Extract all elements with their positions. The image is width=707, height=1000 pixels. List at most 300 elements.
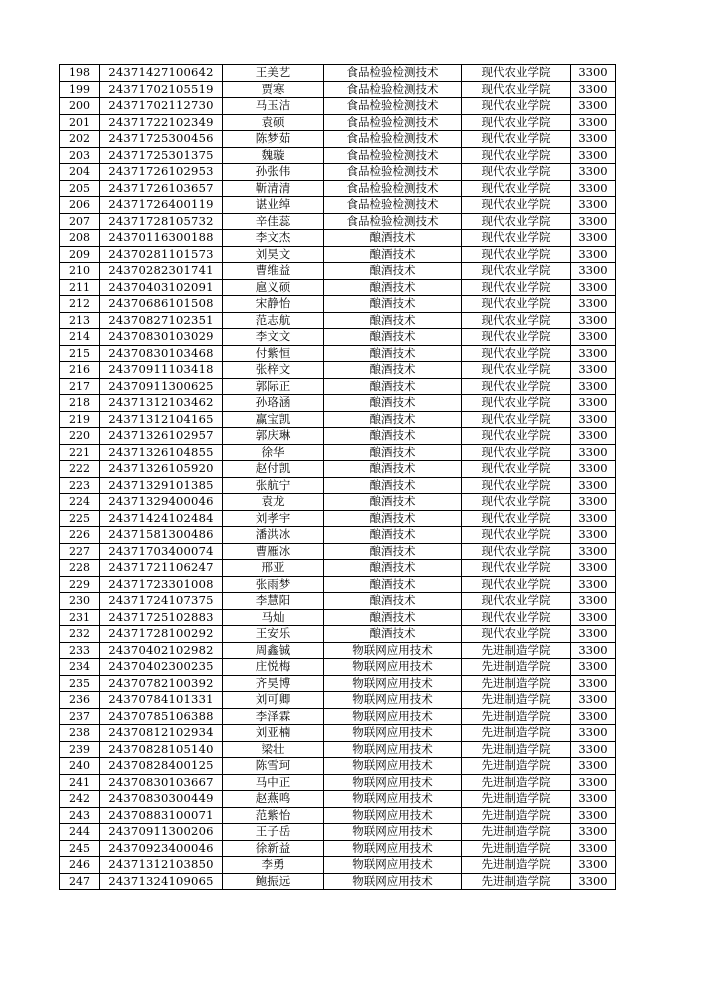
college-cell: 现代农业学院: [462, 626, 571, 643]
college-cell: 先进制造学院: [462, 840, 571, 857]
major-cell: 物联网应用技术: [324, 840, 462, 857]
fee-cell: 3300: [571, 560, 616, 577]
table-row: [60, 246, 616, 263]
major-cell: 物联网应用技术: [324, 725, 462, 742]
exam-id-cell: 24370830103667: [100, 774, 223, 791]
college-cell: 现代农业学院: [462, 560, 571, 577]
college-cell: 现代农业学院: [462, 180, 571, 197]
fee-cell: 3300: [571, 873, 616, 890]
table-row: [60, 560, 616, 577]
major-cell: 酿酒技术: [324, 411, 462, 428]
table-row: [60, 675, 616, 692]
college-cell: 现代农业学院: [462, 81, 571, 98]
major-cell: 物联网应用技术: [324, 659, 462, 676]
student-name-cell: 刘亚楠: [223, 725, 324, 742]
exam-id-cell: 24371703400074: [100, 543, 223, 560]
major-cell: 酿酒技术: [324, 312, 462, 329]
table-row: [60, 824, 616, 841]
college-cell: 先进制造学院: [462, 675, 571, 692]
fee-cell: 3300: [571, 98, 616, 115]
fee-cell: 3300: [571, 180, 616, 197]
row-number-cell: 236: [60, 692, 100, 709]
fee-cell: 3300: [571, 857, 616, 874]
exam-id-cell: 24370828400125: [100, 758, 223, 775]
major-cell: 酿酒技术: [324, 246, 462, 263]
student-name-cell: 王安乐: [223, 626, 324, 643]
row-number-cell: 225: [60, 510, 100, 527]
student-name-cell: 赵燕鸣: [223, 791, 324, 808]
college-cell: 现代农业学院: [462, 609, 571, 626]
student-name-cell: 周鑫铖: [223, 642, 324, 659]
major-cell: 食品检验检测技术: [324, 65, 462, 82]
fee-cell: 3300: [571, 65, 616, 82]
fee-cell: 3300: [571, 378, 616, 395]
college-cell: 现代农业学院: [462, 527, 571, 544]
student-name-cell: 王美艺: [223, 65, 324, 82]
fee-cell: 3300: [571, 411, 616, 428]
row-number-cell: 217: [60, 378, 100, 395]
student-name-cell: 王子岳: [223, 824, 324, 841]
fee-cell: 3300: [571, 659, 616, 676]
student-name-cell: 郭际正: [223, 378, 324, 395]
row-number-cell: 201: [60, 114, 100, 131]
major-cell: 物联网应用技术: [324, 741, 462, 758]
row-number-cell: 206: [60, 197, 100, 214]
exam-id-cell: 24371728105732: [100, 213, 223, 230]
student-name-cell: 刘孝宇: [223, 510, 324, 527]
exam-id-cell: 24371326105920: [100, 461, 223, 478]
table-row: [60, 692, 616, 709]
major-cell: 食品检验检测技术: [324, 131, 462, 148]
student-name-cell: 李文文: [223, 329, 324, 346]
row-number-cell: 229: [60, 576, 100, 593]
table-row: [60, 312, 616, 329]
fee-cell: 3300: [571, 626, 616, 643]
fee-cell: 3300: [571, 692, 616, 709]
table-row: [60, 857, 616, 874]
table-row: [60, 114, 616, 131]
exam-id-cell: 24370116300188: [100, 230, 223, 247]
table-row: [60, 213, 616, 230]
college-cell: 现代农业学院: [462, 98, 571, 115]
college-cell: 先进制造学院: [462, 725, 571, 742]
row-number-cell: 205: [60, 180, 100, 197]
major-cell: 食品检验检测技术: [324, 164, 462, 181]
student-name-cell: 鲍振远: [223, 873, 324, 890]
table-row: [60, 609, 616, 626]
fee-cell: 3300: [571, 263, 616, 280]
table-row: [60, 527, 616, 544]
row-number-cell: 202: [60, 131, 100, 148]
table-row: [60, 510, 616, 527]
table-row: [60, 494, 616, 511]
student-name-cell: 马灿: [223, 609, 324, 626]
fee-cell: 3300: [571, 164, 616, 181]
college-cell: 现代农业学院: [462, 444, 571, 461]
student-name-cell: 郭庆琳: [223, 428, 324, 445]
student-name-cell: 刘可卿: [223, 692, 324, 709]
row-number-cell: 223: [60, 477, 100, 494]
exam-id-cell: 24371427100642: [100, 65, 223, 82]
table-row: [60, 444, 616, 461]
exam-id-cell: 24371726103657: [100, 180, 223, 197]
exam-id-cell: 24371312103850: [100, 857, 223, 874]
college-cell: 先进制造学院: [462, 692, 571, 709]
exam-id-cell: 24371312103462: [100, 395, 223, 412]
table-row: [60, 345, 616, 362]
student-name-cell: 刘昊文: [223, 246, 324, 263]
student-name-cell: 邢亚: [223, 560, 324, 577]
row-number-cell: 244: [60, 824, 100, 841]
major-cell: 酿酒技术: [324, 296, 462, 313]
table-row: [60, 807, 616, 824]
table-row: [60, 741, 616, 758]
table-row: [60, 626, 616, 643]
exam-id-cell: 24370402102982: [100, 642, 223, 659]
exam-id-cell: 24371324109065: [100, 873, 223, 890]
fee-cell: 3300: [571, 791, 616, 808]
row-number-cell: 219: [60, 411, 100, 428]
exam-id-cell: 24370686101508: [100, 296, 223, 313]
student-name-cell: 袁硕: [223, 114, 324, 131]
fee-cell: 3300: [571, 527, 616, 544]
student-name-cell: 范紫怡: [223, 807, 324, 824]
major-cell: 酿酒技术: [324, 560, 462, 577]
major-cell: 酿酒技术: [324, 230, 462, 247]
fee-cell: 3300: [571, 576, 616, 593]
exam-id-cell: 24371326104855: [100, 444, 223, 461]
exam-id-cell: 24371722102349: [100, 114, 223, 131]
major-cell: 酿酒技术: [324, 263, 462, 280]
exam-id-cell: 24371725102883: [100, 609, 223, 626]
major-cell: 物联网应用技术: [324, 824, 462, 841]
major-cell: 物联网应用技术: [324, 708, 462, 725]
student-name-cell: 马中正: [223, 774, 324, 791]
exam-id-cell: 24371581300486: [100, 527, 223, 544]
fee-cell: 3300: [571, 213, 616, 230]
fee-cell: 3300: [571, 230, 616, 247]
major-cell: 物联网应用技术: [324, 692, 462, 709]
college-cell: 先进制造学院: [462, 659, 571, 676]
row-number-cell: 228: [60, 560, 100, 577]
row-number-cell: 245: [60, 840, 100, 857]
major-cell: 物联网应用技术: [324, 642, 462, 659]
major-cell: 酿酒技术: [324, 543, 462, 560]
fee-cell: 3300: [571, 428, 616, 445]
exam-id-cell: 24371329101385: [100, 477, 223, 494]
exam-id-cell: 24371723301008: [100, 576, 223, 593]
student-name-cell: 付紫恒: [223, 345, 324, 362]
major-cell: 酿酒技术: [324, 576, 462, 593]
major-cell: 酿酒技术: [324, 626, 462, 643]
row-number-cell: 215: [60, 345, 100, 362]
row-number-cell: 222: [60, 461, 100, 478]
major-cell: 酿酒技术: [324, 510, 462, 527]
table-row: [60, 461, 616, 478]
college-cell: 现代农业学院: [462, 576, 571, 593]
college-cell: 先进制造学院: [462, 824, 571, 841]
admission-roster-table: [59, 64, 616, 890]
row-number-cell: 237: [60, 708, 100, 725]
table-row: [60, 758, 616, 775]
exam-id-cell: 24370923400046: [100, 840, 223, 857]
fee-cell: 3300: [571, 642, 616, 659]
college-cell: 先进制造学院: [462, 642, 571, 659]
table-row: [60, 197, 616, 214]
exam-id-cell: 24370812102934: [100, 725, 223, 742]
student-name-cell: 徐华: [223, 444, 324, 461]
fee-cell: 3300: [571, 345, 616, 362]
row-number-cell: 216: [60, 362, 100, 379]
major-cell: 酿酒技术: [324, 477, 462, 494]
college-cell: 现代农业学院: [462, 345, 571, 362]
college-cell: 先进制造学院: [462, 791, 571, 808]
major-cell: 酿酒技术: [324, 593, 462, 610]
exam-id-cell: 24371424102484: [100, 510, 223, 527]
table-row: [60, 362, 616, 379]
student-name-cell: 李文杰: [223, 230, 324, 247]
row-number-cell: 234: [60, 659, 100, 676]
row-number-cell: 204: [60, 164, 100, 181]
college-cell: 现代农业学院: [462, 263, 571, 280]
table-row: [60, 543, 616, 560]
exam-id-cell: 24370784101331: [100, 692, 223, 709]
fee-cell: 3300: [571, 725, 616, 742]
fee-cell: 3300: [571, 296, 616, 313]
table-row: [60, 659, 616, 676]
fee-cell: 3300: [571, 131, 616, 148]
student-name-cell: 孙珞涵: [223, 395, 324, 412]
student-name-cell: 辛佳蕊: [223, 213, 324, 230]
row-number-cell: 211: [60, 279, 100, 296]
college-cell: 现代农业学院: [462, 213, 571, 230]
fee-cell: 3300: [571, 114, 616, 131]
exam-id-cell: 24370828105140: [100, 741, 223, 758]
college-cell: 先进制造学院: [462, 708, 571, 725]
row-number-cell: 213: [60, 312, 100, 329]
college-cell: 先进制造学院: [462, 741, 571, 758]
student-name-cell: 赢宝凯: [223, 411, 324, 428]
student-name-cell: 李勇: [223, 857, 324, 874]
student-name-cell: 宋静怡: [223, 296, 324, 313]
college-cell: 现代农业学院: [462, 428, 571, 445]
exam-id-cell: 24370830300449: [100, 791, 223, 808]
row-number-cell: 243: [60, 807, 100, 824]
college-cell: 先进制造学院: [462, 758, 571, 775]
college-cell: 现代农业学院: [462, 230, 571, 247]
exam-id-cell: 24370403102091: [100, 279, 223, 296]
major-cell: 食品检验检测技术: [324, 197, 462, 214]
student-name-cell: 谌业绰: [223, 197, 324, 214]
exam-id-cell: 24370911300625: [100, 378, 223, 395]
row-number-cell: 208: [60, 230, 100, 247]
fee-cell: 3300: [571, 741, 616, 758]
fee-cell: 3300: [571, 593, 616, 610]
major-cell: 物联网应用技术: [324, 675, 462, 692]
exam-id-cell: 24371721106247: [100, 560, 223, 577]
fee-cell: 3300: [571, 543, 616, 560]
row-number-cell: 235: [60, 675, 100, 692]
college-cell: 现代农业学院: [462, 477, 571, 494]
college-cell: 先进制造学院: [462, 857, 571, 874]
table-row: [60, 791, 616, 808]
college-cell: 现代农业学院: [462, 461, 571, 478]
table-row: [60, 774, 616, 791]
college-cell: 现代农业学院: [462, 395, 571, 412]
exam-id-cell: 24371726102953: [100, 164, 223, 181]
fee-cell: 3300: [571, 312, 616, 329]
college-cell: 先进制造学院: [462, 774, 571, 791]
row-number-cell: 246: [60, 857, 100, 874]
student-name-cell: 张梓文: [223, 362, 324, 379]
row-number-cell: 220: [60, 428, 100, 445]
college-cell: 现代农业学院: [462, 279, 571, 296]
table-row: [60, 98, 616, 115]
exam-id-cell: 24370785106388: [100, 708, 223, 725]
fee-cell: 3300: [571, 774, 616, 791]
major-cell: 酿酒技术: [324, 279, 462, 296]
fee-cell: 3300: [571, 494, 616, 511]
exam-id-cell: 24371312104165: [100, 411, 223, 428]
row-number-cell: 230: [60, 593, 100, 610]
college-cell: 现代农业学院: [462, 164, 571, 181]
student-name-cell: 曹维益: [223, 263, 324, 280]
fee-cell: 3300: [571, 362, 616, 379]
student-name-cell: 齐昊博: [223, 675, 324, 692]
major-cell: 食品检验检测技术: [324, 81, 462, 98]
fee-cell: 3300: [571, 758, 616, 775]
row-number-cell: 203: [60, 147, 100, 164]
fee-cell: 3300: [571, 444, 616, 461]
exam-id-cell: 24370402300235: [100, 659, 223, 676]
major-cell: 物联网应用技术: [324, 758, 462, 775]
college-cell: 现代农业学院: [462, 312, 571, 329]
student-name-cell: 潘洪冰: [223, 527, 324, 544]
major-cell: 酿酒技术: [324, 527, 462, 544]
table-row: [60, 164, 616, 181]
student-name-cell: 马玉洁: [223, 98, 324, 115]
student-name-cell: 张航宁: [223, 477, 324, 494]
row-number-cell: 232: [60, 626, 100, 643]
student-name-cell: 陈梦茹: [223, 131, 324, 148]
fee-cell: 3300: [571, 510, 616, 527]
major-cell: 食品检验检测技术: [324, 114, 462, 131]
student-name-cell: 靳清清: [223, 180, 324, 197]
major-cell: 酿酒技术: [324, 428, 462, 445]
major-cell: 酿酒技术: [324, 362, 462, 379]
row-number-cell: 227: [60, 543, 100, 560]
student-name-cell: 扈义硕: [223, 279, 324, 296]
exam-id-cell: 24371726400119: [100, 197, 223, 214]
college-cell: 现代农业学院: [462, 197, 571, 214]
table-row: [60, 873, 616, 890]
exam-id-cell: 24370911300206: [100, 824, 223, 841]
row-number-cell: 242: [60, 791, 100, 808]
table-row: [60, 411, 616, 428]
row-number-cell: 199: [60, 81, 100, 98]
row-number-cell: 210: [60, 263, 100, 280]
fee-cell: 3300: [571, 675, 616, 692]
exam-id-cell: 24370830103029: [100, 329, 223, 346]
exam-id-cell: 24371326102957: [100, 428, 223, 445]
exam-id-cell: 24370282301741: [100, 263, 223, 280]
major-cell: 物联网应用技术: [324, 774, 462, 791]
exam-id-cell: 24370827102351: [100, 312, 223, 329]
row-number-cell: 212: [60, 296, 100, 313]
major-cell: 食品检验检测技术: [324, 147, 462, 164]
student-name-cell: 庄悦梅: [223, 659, 324, 676]
table-row: [60, 428, 616, 445]
roster-body: [60, 65, 616, 890]
fee-cell: 3300: [571, 840, 616, 857]
fee-cell: 3300: [571, 246, 616, 263]
table-row: [60, 395, 616, 412]
row-number-cell: 200: [60, 98, 100, 115]
major-cell: 物联网应用技术: [324, 857, 462, 874]
fee-cell: 3300: [571, 461, 616, 478]
exam-id-cell: 24371728100292: [100, 626, 223, 643]
table-row: [60, 840, 616, 857]
major-cell: 酿酒技术: [324, 345, 462, 362]
student-name-cell: 张雨梦: [223, 576, 324, 593]
table-row: [60, 279, 616, 296]
exam-id-cell: 24371724107375: [100, 593, 223, 610]
student-name-cell: 李泽霖: [223, 708, 324, 725]
fee-cell: 3300: [571, 609, 616, 626]
table-row: [60, 725, 616, 742]
row-number-cell: 209: [60, 246, 100, 263]
college-cell: 现代农业学院: [462, 296, 571, 313]
student-name-cell: 魏璇: [223, 147, 324, 164]
row-number-cell: 224: [60, 494, 100, 511]
major-cell: 酿酒技术: [324, 461, 462, 478]
college-cell: 现代农业学院: [462, 131, 571, 148]
table-row: [60, 180, 616, 197]
fee-cell: 3300: [571, 708, 616, 725]
college-cell: 现代农业学院: [462, 411, 571, 428]
student-name-cell: 范志航: [223, 312, 324, 329]
fee-cell: 3300: [571, 329, 616, 346]
college-cell: 现代农业学院: [462, 543, 571, 560]
college-cell: 现代农业学院: [462, 246, 571, 263]
exam-id-cell: 24371329400046: [100, 494, 223, 511]
row-number-cell: 214: [60, 329, 100, 346]
fee-cell: 3300: [571, 147, 616, 164]
college-cell: 现代农业学院: [462, 114, 571, 131]
table-row: [60, 131, 616, 148]
major-cell: 食品检验检测技术: [324, 180, 462, 197]
major-cell: 酿酒技术: [324, 395, 462, 412]
table-row: [60, 708, 616, 725]
major-cell: 酿酒技术: [324, 494, 462, 511]
student-name-cell: 李慧阳: [223, 593, 324, 610]
student-name-cell: 曹雁冰: [223, 543, 324, 560]
student-name-cell: 孙张伟: [223, 164, 324, 181]
major-cell: 酿酒技术: [324, 444, 462, 461]
table-row: [60, 477, 616, 494]
major-cell: 酿酒技术: [324, 609, 462, 626]
college-cell: 现代农业学院: [462, 362, 571, 379]
row-number-cell: 198: [60, 65, 100, 82]
exam-id-cell: 24371702105519: [100, 81, 223, 98]
fee-cell: 3300: [571, 197, 616, 214]
table-row: [60, 576, 616, 593]
exam-id-cell: 24371725300456: [100, 131, 223, 148]
row-number-cell: 218: [60, 395, 100, 412]
row-number-cell: 226: [60, 527, 100, 544]
college-cell: 现代农业学院: [462, 329, 571, 346]
student-name-cell: 贾寒: [223, 81, 324, 98]
